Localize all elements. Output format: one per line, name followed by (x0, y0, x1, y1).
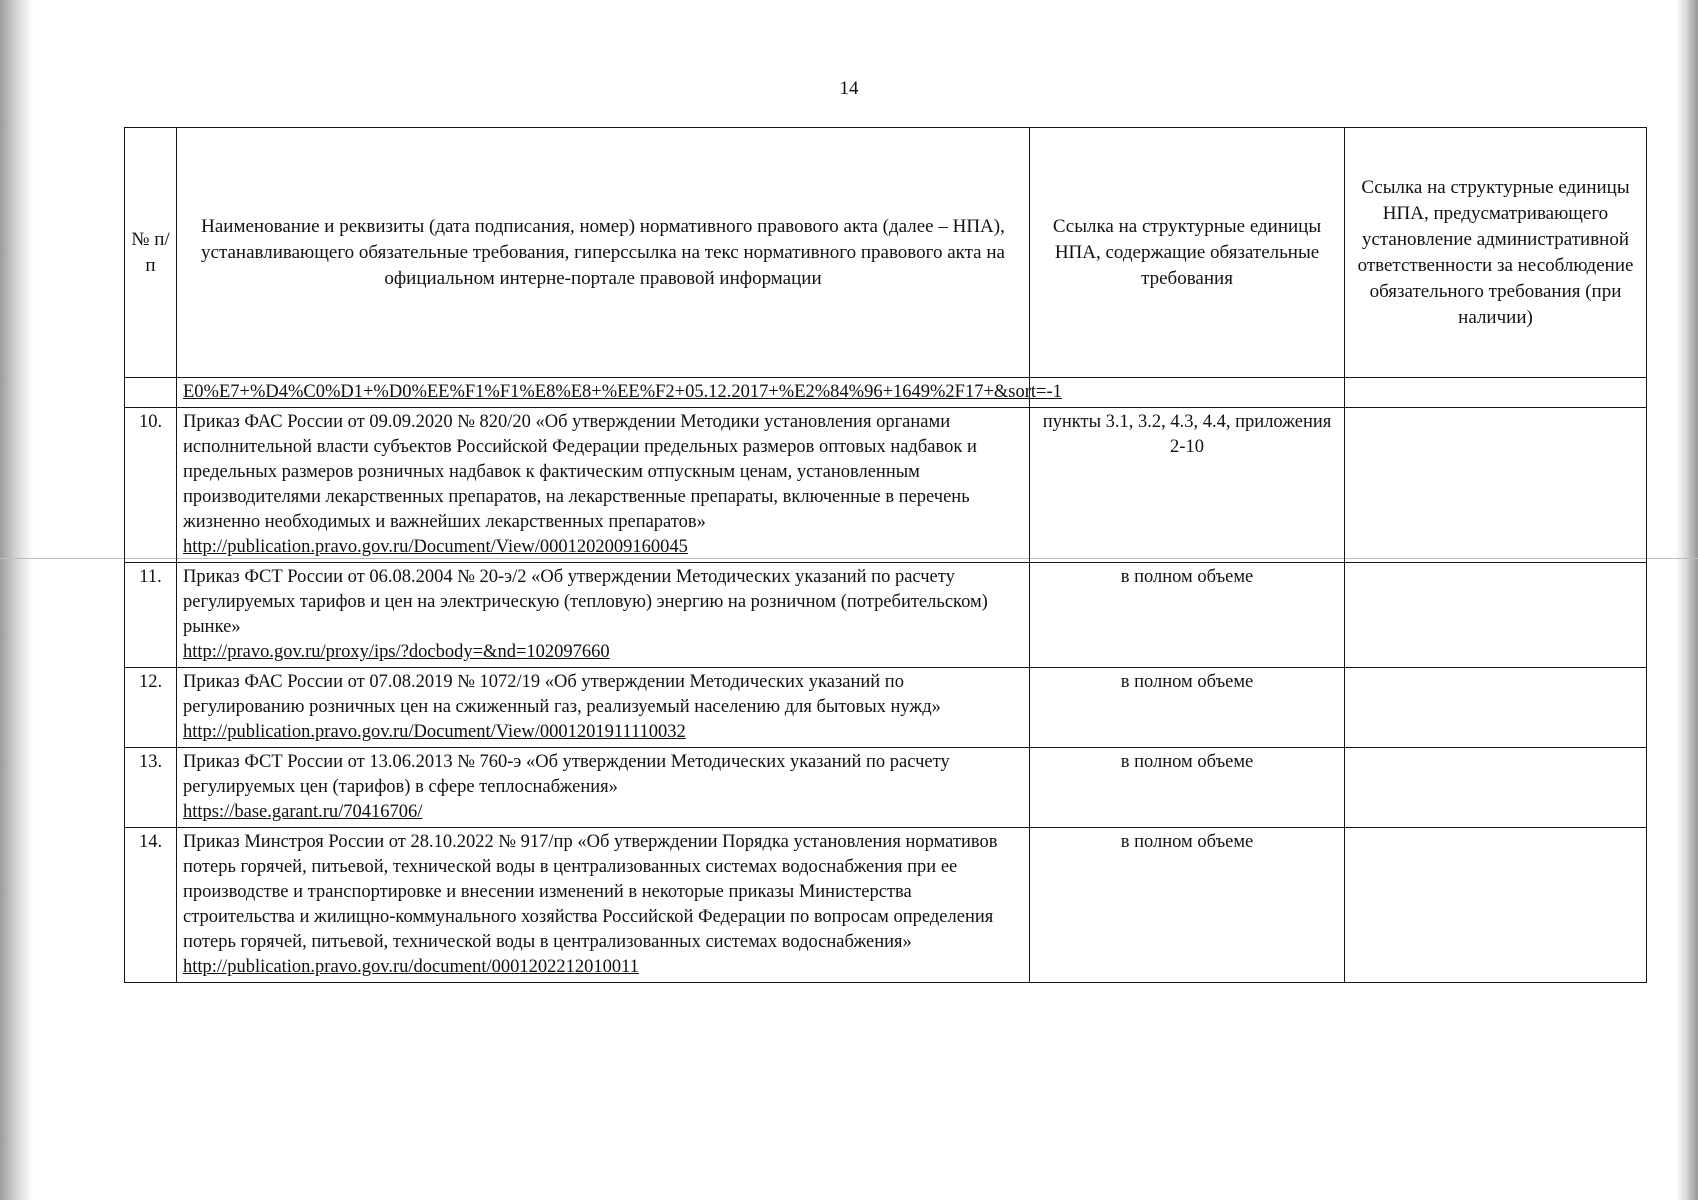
table-row (125, 563, 1647, 668)
row-number: 13. (125, 748, 177, 828)
row-npa-text: Приказ ФАС России от 07.08.2019 № 1072/19 «Об утверждении Методических указаний по регулированию розничных цен на сжиженный газ, реализуемый населению для бытовых нужд» (183, 672, 941, 717)
row-npa-link[interactable]: http://publication.pravo.gov.ru/Document/View/0001202009160045 (183, 537, 688, 557)
row-npa-link[interactable]: http://pravo.gov.ru/proxy/ips/?docbody=&nd=102097660 (183, 642, 610, 662)
row-npa-cell (177, 828, 1030, 983)
header-administrative-liability-reference: Ссылка на структурные единицы НПА, предусматривающего установление административной ответственности за несоблюдение обязательного требования (при наличии) (1345, 128, 1647, 378)
row-npa-link[interactable]: https://base.garant.ru/70416706/ (183, 802, 423, 822)
row-number: 12. (125, 668, 177, 748)
header-requirements-reference: Ссылка на структурные единицы НПА, содержащие обязательные требования (1030, 128, 1345, 378)
scan-edge-left (0, 0, 34, 1200)
page-number: 14 (839, 78, 859, 99)
row-number: 14. (125, 828, 177, 983)
header-number: № п/п (125, 128, 177, 378)
row-npa-text: Приказ ФСТ России от 13.06.2013 № 760-э «Об утверждении Методических указаний по расчету регулируемых цен (тарифов) в сфере теплоснабжения» (183, 752, 950, 797)
row-number: 10. (125, 408, 177, 563)
row-administrative-reference (1345, 408, 1647, 563)
row-npa-link[interactable]: http://publication.pravo.gov.ru/Document/View/0001201911110032 (183, 722, 686, 742)
header-npa-name: Наименование и реквизиты (дата подписания, номер) нормативного правового акта (далее – НПА), устанавливающего обязательные требования, гиперссылка на текс нормативного правового акта на официальном интерне-портале правовой информации (177, 128, 1030, 378)
row-requirements-reference (1030, 378, 1345, 408)
scan-edge-right (1676, 0, 1698, 1200)
table-row (125, 408, 1647, 563)
row-npa-text: Приказ Минстроя России от 28.10.2022 № 917/пр «Об утверждении Порядка установления нормативов потерь горячей, питьевой, технической воды в централизованных системах водоснабжения при ее производстве и транспортировке и внесении изменений в некоторые приказы Министерства строительства и жилищно-коммунального хозяйства Российской Федерации по вопросам определения потерь горячей, питьевой, технической воды в централизованных системах водоснабжения» (183, 832, 998, 952)
row-requirements-reference: в полном объеме (1030, 828, 1345, 983)
row-administrative-reference (1345, 748, 1647, 828)
row-npa-cell (177, 668, 1030, 748)
row-requirements-reference: в полном объеме (1030, 563, 1345, 668)
table-row (125, 828, 1647, 983)
row-number: 11. (125, 563, 177, 668)
row-administrative-reference (1345, 668, 1647, 748)
row-npa-link[interactable]: http://publication.pravo.gov.ru/document/0001202212010011 (183, 957, 639, 977)
row-npa-text: Приказ ФСТ России от 06.08.2004 № 20-э/2 «Об утверждении Методических указаний по расчету регулируемых тарифов и цен на электрическую (тепловую) энергию на розничном (потребительском) рынке» (183, 567, 988, 637)
row-number (125, 378, 177, 408)
table-row (125, 378, 1647, 408)
row-administrative-reference (1345, 378, 1647, 408)
row-npa-cell (177, 563, 1030, 668)
row-administrative-reference (1345, 828, 1647, 983)
row-npa-cell (177, 408, 1030, 563)
table-row (125, 748, 1647, 828)
npa-requirements-table (124, 127, 1647, 983)
row-requirements-reference: в полном объеме (1030, 748, 1345, 828)
row-npa-cell (177, 378, 1062, 408)
row-npa-cell (177, 748, 1030, 828)
row-npa-link[interactable]: E0%E7+%D4%C0%D1+%D0%EE%F1%F1%E8%E8+%EE%F2+05.12.2017+%E2%84%96+1649%2F17+&sort=-1 (183, 382, 1062, 402)
table-header-row (125, 128, 1647, 378)
row-npa-text: Приказ ФАС России от 09.09.2020 № 820/20 «Об утверждении Методики установления органами исполнительной власти субъектов Российской Федерации предельных размеров оптовых надбавок и предельных размеров розничных надбавок к фактическим отпускным ценам, установленным производителями лекарственных препаратов, на лекарственные препараты, включенные в перечень жизненно необходимых и важнейших лекарственных препаратов» (183, 412, 977, 532)
row-requirements-reference: пункты 3.1, 3.2, 4.3, 4.4, приложения 2-10 (1030, 408, 1345, 563)
row-administrative-reference (1345, 563, 1647, 668)
row-requirements-reference: в полном объеме (1030, 668, 1345, 748)
table-row (125, 668, 1647, 748)
